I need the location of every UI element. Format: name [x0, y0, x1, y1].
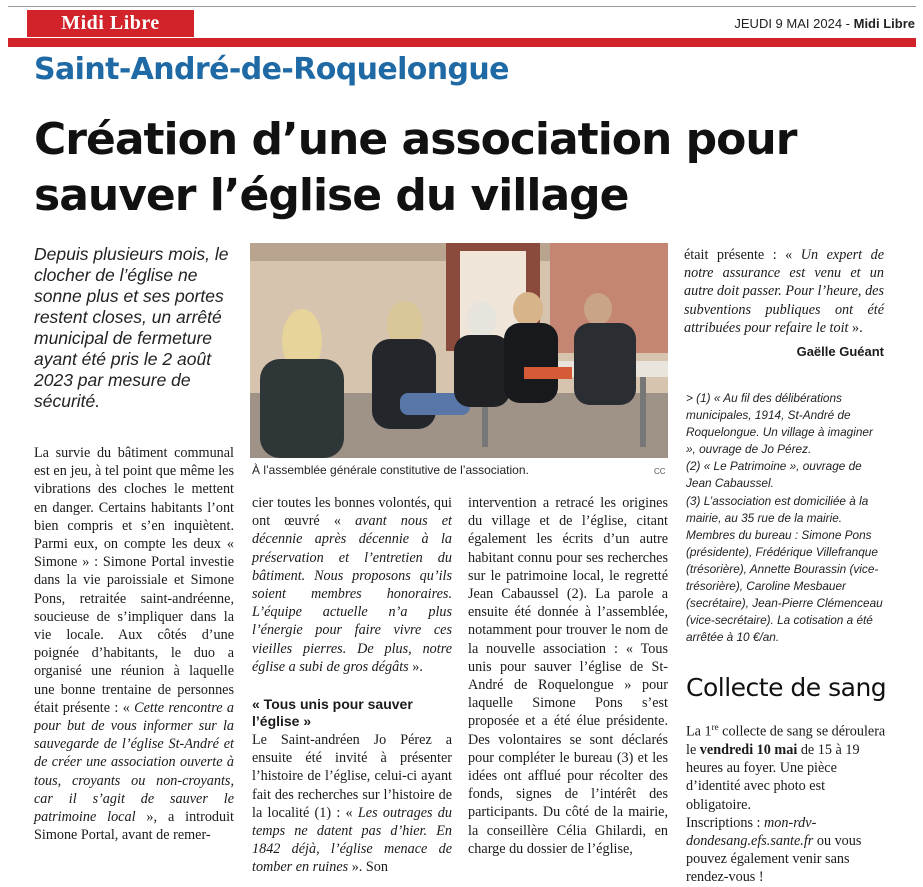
brief-title: Collecte de sang — [686, 673, 887, 702]
dateline-separator: - — [842, 16, 854, 31]
lead-paragraph: Depuis plusieurs mois, le clocher de l’église ne sonne plus et ses portes restent closes, un arrêté municipal de fermeture ayant été pris le 2 août 2023 par mesure de sécurité. — [34, 244, 229, 411]
issue-date: JEUDI 9 MAI 2024 — [734, 16, 843, 31]
dateline — [734, 16, 915, 31]
town-kicker: Saint-André-de-Roquelongue — [34, 52, 509, 87]
text-run: La survie du bâtiment communal est en jeu, à tel point que même les vibrations des cloches le mettent en danger. Certains habitants l’ont bien compris et s’en inquiètent. Parmi eux, on compte les deux « Simone » : Simone Portal investie dans la vie paroissiale et Simone Pons, retraitée saint-andréenne, soucieuse de s’impliquer dans la vie locale. Aux côtés d’une poignée d’habitants, le duo a organisé une réunion à laquelle une bonne trentaine de personnes était présente : « — [34, 445, 234, 716]
masthead-red-bar — [8, 38, 916, 47]
quote-run: Cette rencontre a pour but de vous informer sur la sauvegarde de l’église St-André et de créer une association ouverte à tous, croyants ou non-croyants, car il s’agit de sauver le patrimoine local — [34, 699, 234, 826]
newspaper-logo: Midi Libre — [27, 10, 194, 37]
photo-caption: À l’assemblée générale constitutive de l’association. — [252, 463, 529, 477]
registration-link[interactable]: mon-rdv-dondesang.efs.sante.fr — [686, 814, 817, 849]
top-rule — [8, 6, 916, 7]
article-photo — [250, 243, 668, 458]
photo-credit: CC — [654, 467, 666, 476]
footnote: > (1) « Au fil des délibérations municipales, 1914, St-André de Roquelongue. Un village à imaginer », ouvrage de Jo Pérez. — [686, 391, 873, 457]
article-column-3 — [468, 494, 668, 858]
quote-run: Les outrages du temps ne datent pas d’hier. En 1842 déjà, l’église menace de tomber en ruines — [252, 804, 452, 876]
text-run: intervention a retracé les origines du village et de l’église, citant également les écrits d’un autre habitant connu pour ses recherches sur le patrimoine local, le regretté Jean Cabaussel (2). La parole a ensuite été donnée à l’assemblée, notamment pour trouver le nom de la nouvelle association : « Tous unis pour sauver l’église de St-André de Roquelongue » pour laquelle Simone Pons s’est proposée et a été élue présidente. Des volontaires se sont déclarés pour compléter le bureau (3) et les idées ont afflué pour récolter des fonds, signes de l’intérêt des participants. Du côté de la mairie, la conseillère Célia Ghilardi, en charge du dossier de l’église, — [468, 495, 668, 857]
text-run: ». Son — [348, 859, 388, 876]
paper-name: Midi Libre — [853, 16, 915, 31]
text-run: Le Saint-andréen Jo Pérez a ensuite été invité à présenter l’histoire de l’église, celui-ci ayant fait des recherches sur l’histoire de la localité (1) : « — [252, 732, 452, 821]
text-run: cier toutes les bonnes volontés, qui ont œuvré « — [252, 495, 452, 530]
footnote: (2) « Le Patrimoine », ouvrage de Jean Cabaussel. — [686, 459, 862, 491]
ordinal-suffix: re — [711, 722, 719, 732]
assembly-photo-illustration — [250, 243, 668, 458]
text-run: collecte de sang se déroulera le — [686, 723, 886, 758]
text-run: était présente : « — [684, 247, 801, 263]
author-byline: Gaëlle Guéant — [796, 344, 884, 360]
text-run: Inscriptions : — [686, 814, 765, 831]
text-run: ». — [848, 319, 863, 336]
text-run: ou vous pouvez également venir sans rendez-vous ! — [686, 832, 862, 886]
text-run: ». — [408, 658, 423, 675]
headline: Création d’une association pour sauver l’église du village — [34, 114, 797, 221]
subheading: « Tous unis pour sauver l’église » — [252, 696, 413, 730]
footnote: (3) L’association est domiciliée à la mairie, au 35 rue de la mairie. Membres du bureau : Simone Pons (présidente), Frédérique Villefranque (trésorière), Annette Bourassin (vice-trésorière), Caroline Mesbauer (secrétaire), Jean-Pierre Clémenceau (vice-secrétaire). La cotisation a été arrêtée à 10 €/an. — [686, 493, 883, 645]
text-run: de 15 à 19 heures au foyer. Une pièce d’identité avec photo est obligatoire. — [686, 741, 860, 813]
brief-body — [686, 718, 886, 887]
event-date: vendredi 10 mai — [699, 741, 798, 758]
text-run: La 1 — [686, 723, 712, 740]
article-column-4 — [684, 246, 884, 361]
text-run: », a introduit Simone Portal, avant de remer- — [34, 809, 234, 844]
footnotes — [686, 390, 886, 646]
quote-run: avant nous et décennie après décennie à la préservation et l’entretien du bâtiment. Nous proposons qu’ils soient membres honoraires. L’équipe actuelle n’a plus l’énergie pour faire vivre ces vieilles pierres. De plus, notre église a subi de gros dégâts — [252, 513, 453, 675]
article-column-2 — [252, 494, 452, 877]
article-column-1 — [34, 444, 234, 844]
quote-run: Un expert de notre assurance est venu et un autre doit passer. Pour l’heure, des subventions publiques ont été attribuées pour refaire le toit — [684, 247, 884, 336]
